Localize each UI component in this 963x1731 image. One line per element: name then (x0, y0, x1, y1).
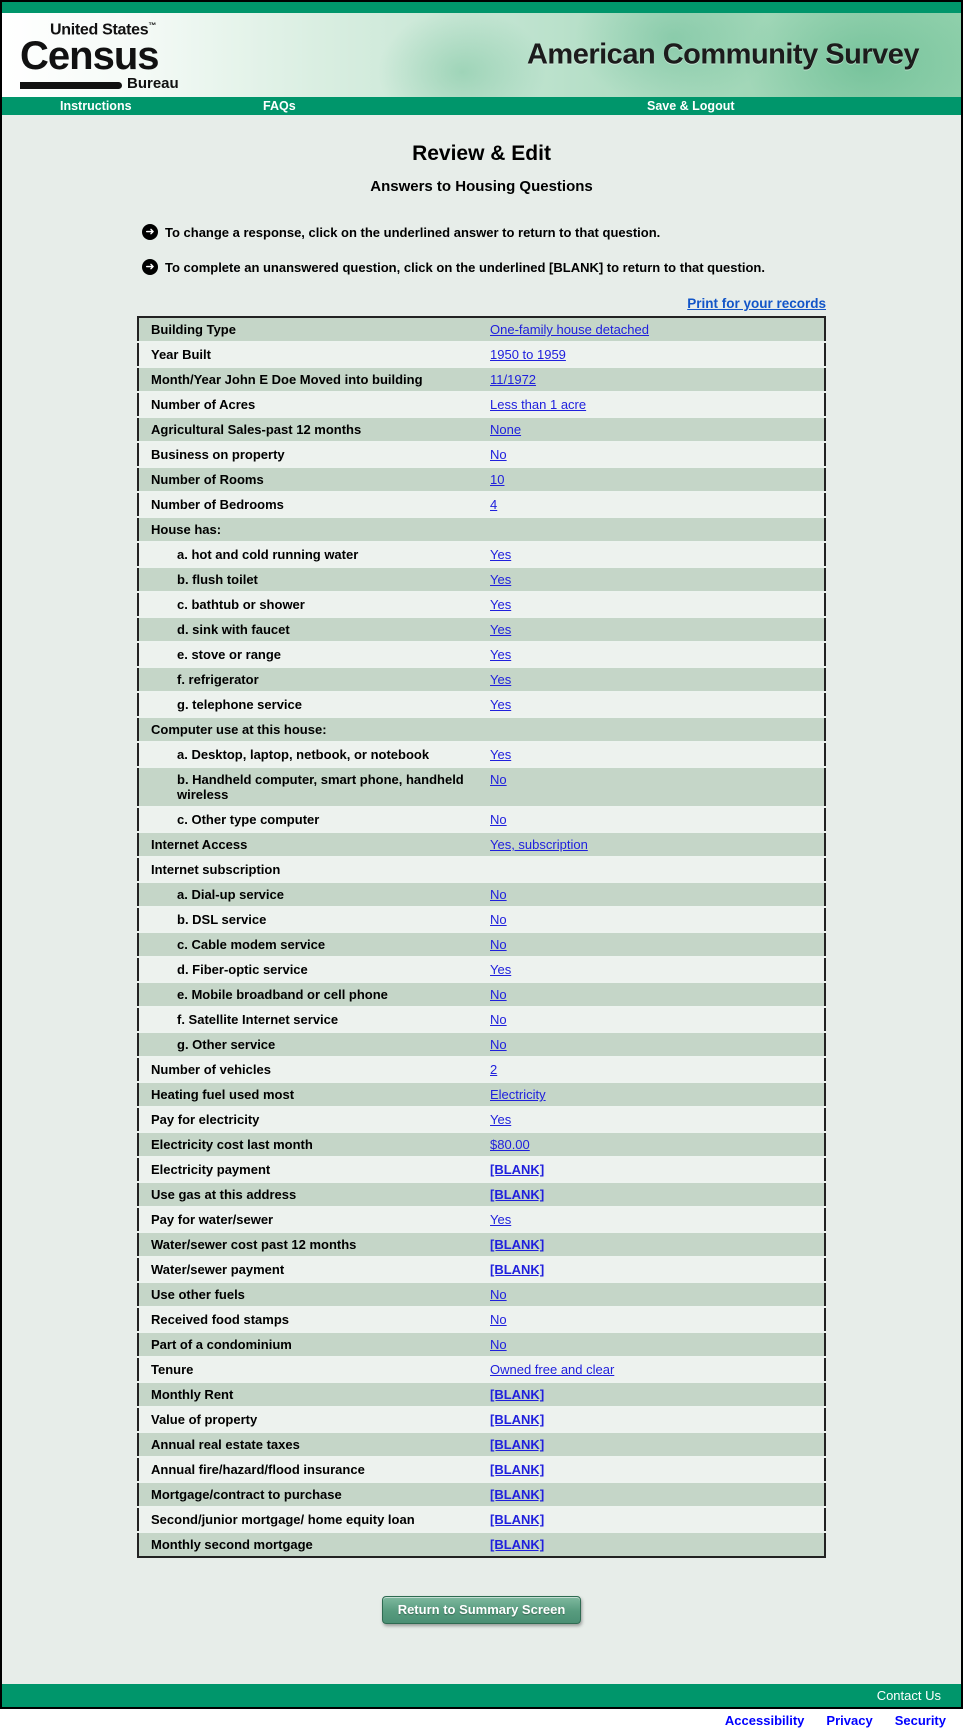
return-to-summary-button[interactable]: Return to Summary Screen (382, 1596, 582, 1624)
row-answer-cell (478, 767, 825, 807)
table-row (138, 542, 825, 567)
security-link[interactable]: Security (894, 1712, 946, 1728)
row-label: Internet Access (151, 837, 248, 852)
arrow-circle-icon: ➜ (142, 224, 158, 240)
row-answer-cell (478, 1032, 825, 1057)
row-answer-cell (478, 1507, 825, 1532)
answer-link[interactable]: No (490, 772, 507, 787)
row-answer-cell (478, 1132, 825, 1157)
table-row (138, 1082, 825, 1107)
row-label: Year Built (151, 347, 211, 362)
instruction-item (142, 225, 961, 240)
logo-black-bar (20, 82, 122, 89)
answer-link[interactable]: One-family house detached (490, 322, 649, 337)
table-row (138, 1407, 825, 1432)
trademark-symbol: ™ (148, 21, 157, 30)
answer-link-blank[interactable]: [BLANK] (490, 1487, 545, 1502)
answer-link[interactable]: 2 (490, 1062, 498, 1077)
row-label: Use gas at this address (151, 1187, 297, 1202)
table-row (138, 367, 825, 392)
answer-link[interactable]: Yes (490, 1212, 512, 1227)
answer-link-blank[interactable]: [BLANK] (490, 1187, 545, 1202)
table-row (138, 832, 825, 857)
answer-link-blank[interactable]: [BLANK] (490, 1512, 545, 1527)
row-answer-cell (478, 1357, 825, 1382)
row-label: Number of Bedrooms (151, 497, 284, 512)
table-row (138, 1007, 825, 1032)
row-label: Water/sewer cost past 12 months (151, 1237, 357, 1252)
table-row (138, 932, 825, 957)
logo-bar-row (20, 76, 195, 91)
row-label: e. Mobile broadband or cell phone (177, 987, 388, 1002)
answer-link[interactable]: No (490, 1287, 507, 1302)
row-label: Second/junior mortgage/ home equity loan (151, 1512, 415, 1527)
row-answer-cell (478, 617, 825, 642)
row-label: g. Other service (177, 1037, 276, 1052)
answer-link[interactable]: $80.00 (490, 1137, 530, 1152)
table-row (138, 417, 825, 442)
accessibility-link[interactable]: Accessibility (724, 1712, 805, 1728)
row-answer-cell (478, 882, 825, 907)
table-row (138, 667, 825, 692)
row-label: Pay for electricity (151, 1112, 260, 1127)
print-row (137, 295, 826, 313)
answer-link[interactable]: No (490, 937, 507, 952)
logo-census: Census (20, 34, 159, 79)
row-answer-cell (478, 492, 825, 517)
answer-link-blank[interactable]: [BLANK] (490, 1462, 545, 1477)
table-row (138, 1232, 825, 1257)
answer-link[interactable]: 11/1972 (490, 372, 537, 387)
logo-united-states: United States™ (50, 21, 157, 39)
row-answer-cell (478, 542, 825, 567)
row-answer-cell (478, 742, 825, 767)
table-row (138, 392, 825, 417)
answer-link[interactable]: No (490, 1012, 507, 1027)
table-row (138, 982, 825, 1007)
row-answer-cell (478, 1482, 825, 1507)
row-label: Heating fuel used most (151, 1087, 295, 1102)
contact-us-link[interactable]: Contact Us (876, 1688, 941, 1703)
table-row (138, 692, 825, 717)
answer-link-blank[interactable]: [BLANK] (490, 1412, 545, 1427)
row-label: Monthly second mortgage (151, 1537, 313, 1552)
table-row (138, 1332, 825, 1357)
answer-link[interactable]: No (490, 1037, 507, 1052)
table-row (138, 1257, 825, 1282)
row-answer-cell (478, 1282, 825, 1307)
answer-link[interactable]: No (490, 887, 507, 902)
row-label: c. bathtub or shower (177, 597, 305, 612)
row-label: Monthly Rent (151, 1387, 234, 1402)
row-answer-cell (478, 1157, 825, 1182)
answer-link-blank[interactable]: [BLANK] (490, 1537, 545, 1552)
header-banner (2, 13, 961, 97)
review-table-section (137, 295, 826, 1558)
row-label: Business on property (151, 447, 285, 462)
row-label: Pay for water/sewer (151, 1212, 274, 1227)
answer-link-blank[interactable]: [BLANK] (490, 1237, 545, 1252)
answer-link[interactable]: Yes (490, 672, 512, 687)
row-answer-cell (478, 317, 825, 342)
page-subtitle: Answers to Housing Questions (370, 178, 593, 195)
review-table-body (138, 317, 825, 1557)
table-row (138, 1057, 825, 1082)
row-label: g. telephone service (177, 697, 302, 712)
answer-link[interactable]: 1950 to 1959 (490, 347, 566, 362)
instructions-list (142, 225, 961, 275)
table-row (138, 492, 825, 517)
row-label: Annual real estate taxes (151, 1437, 300, 1452)
row-label: Month/Year John E Doe Moved into building (151, 372, 423, 387)
row-answer-cell (478, 1207, 825, 1232)
row-label: Mortgage/contract to purchase (151, 1487, 342, 1502)
answer-link[interactable]: 4 (490, 497, 498, 512)
row-label: a. Desktop, laptop, netbook, or notebook (177, 747, 430, 762)
row-answer-cell (478, 467, 825, 492)
row-answer-cell (478, 442, 825, 467)
row-label: Value of property (151, 1412, 258, 1427)
row-label: Building Type (151, 322, 236, 337)
row-answer-cell (478, 857, 825, 882)
row-answer-cell (478, 1057, 825, 1082)
nav-instructions[interactable]: Instructions (60, 99, 132, 113)
instruction-text: To complete an unanswered question, click on the underlined [BLANK] to return to that question. (165, 260, 765, 275)
answer-link[interactable]: Yes (490, 572, 512, 587)
housing-answers-table (137, 316, 826, 1558)
row-answer-cell (478, 1407, 825, 1432)
row-label: c. Cable modem service (177, 937, 326, 952)
table-row (138, 467, 825, 492)
row-label: a. hot and cold running water (177, 547, 359, 562)
table-row (138, 857, 825, 882)
row-label: d. Fiber-optic service (177, 962, 308, 977)
answer-link[interactable]: No (490, 812, 507, 827)
table-row (138, 1357, 825, 1382)
answer-link[interactable]: Yes (490, 697, 512, 712)
row-answer-cell (478, 957, 825, 982)
table-row (138, 957, 825, 982)
row-answer-cell (478, 1182, 825, 1207)
row-answer-cell (478, 342, 825, 367)
row-label: Internet subscription (151, 862, 281, 877)
row-answer-cell (478, 1007, 825, 1032)
row-answer-cell (478, 832, 825, 857)
answer-link[interactable]: No (490, 1337, 507, 1352)
footer-links-row (0, 1709, 963, 1731)
table-row (138, 1457, 825, 1482)
answer-link[interactable]: Yes (490, 622, 512, 637)
survey-title: American Community Survey (526, 38, 919, 71)
answer-link[interactable]: No (490, 1312, 507, 1327)
row-label: Tenure (151, 1362, 194, 1377)
row-answer-cell (478, 642, 825, 667)
row-label: Number of Rooms (151, 472, 264, 487)
row-answer-cell (478, 932, 825, 957)
answer-link[interactable]: Yes (490, 647, 512, 662)
row-answer-cell (478, 982, 825, 1007)
answer-link[interactable]: No (490, 987, 507, 1002)
row-label: Computer use at this house: (151, 722, 327, 737)
row-label: Water/sewer payment (151, 1262, 285, 1277)
table-row (138, 882, 825, 907)
us-census-bureau-logo (20, 21, 195, 91)
row-label: Electricity cost last month (151, 1137, 313, 1152)
answer-link[interactable]: Yes, subscription (490, 837, 588, 852)
page-title: Review & Edit (412, 142, 551, 165)
answer-link[interactable]: Owned free and clear (490, 1362, 615, 1377)
row-answer-cell (478, 717, 825, 742)
row-label: Agricultural Sales-past 12 months (151, 422, 362, 437)
row-label: Received food stamps (151, 1312, 289, 1327)
row-answer-cell (478, 1082, 825, 1107)
answer-link[interactable]: 10 (490, 472, 505, 487)
table-row (138, 1157, 825, 1182)
row-answer-cell (478, 1307, 825, 1332)
row-answer-cell (478, 1257, 825, 1282)
table-row (138, 1482, 825, 1507)
row-answer-cell (478, 1332, 825, 1357)
row-answer-cell (478, 567, 825, 592)
table-row (138, 567, 825, 592)
table-row (138, 1182, 825, 1207)
row-label: House has: (151, 522, 222, 537)
main-content (2, 115, 961, 1684)
row-label: a. Dial-up service (177, 887, 284, 902)
table-row (138, 1282, 825, 1307)
answer-link[interactable]: Yes (490, 962, 512, 977)
button-row (2, 1596, 961, 1624)
answer-link[interactable]: Less than 1 acre (490, 397, 587, 412)
instruction-text: To change a response, click on the underlined answer to return to that question. (165, 225, 661, 240)
print-for-records-link[interactable]: Print for your records (687, 296, 826, 311)
answer-link[interactable]: Yes (490, 747, 512, 762)
arrow-circle-icon: ➜ (142, 259, 158, 275)
answer-link[interactable]: No (490, 447, 507, 462)
answer-link[interactable]: Electricity (490, 1087, 546, 1102)
table-row (138, 1107, 825, 1132)
answer-link-blank[interactable]: [BLANK] (490, 1437, 545, 1452)
table-row (138, 592, 825, 617)
row-answer-cell (478, 1532, 825, 1557)
row-answer-cell (478, 807, 825, 832)
row-answer-cell (478, 592, 825, 617)
answer-link[interactable]: None (490, 422, 522, 437)
answer-link-blank[interactable]: [BLANK] (490, 1262, 545, 1277)
nav-save-logout[interactable]: Save & Logout (647, 99, 735, 113)
table-row (138, 1432, 825, 1457)
answer-link[interactable]: Yes (490, 597, 512, 612)
row-answer-cell (478, 517, 825, 542)
row-label: e. stove or range (177, 647, 282, 662)
row-label: Use other fuels (151, 1287, 245, 1302)
table-row (138, 1532, 825, 1557)
table-row (138, 442, 825, 467)
table-row (138, 1382, 825, 1407)
row-label: Part of a condominium (151, 1337, 292, 1352)
table-row (138, 1032, 825, 1057)
table-row (138, 642, 825, 667)
row-answer-cell (478, 667, 825, 692)
row-answer-cell (478, 1457, 825, 1482)
table-row (138, 907, 825, 932)
table-row (138, 717, 825, 742)
table-row (138, 617, 825, 642)
row-answer-cell (478, 367, 825, 392)
row-label: Number of Acres (151, 397, 256, 412)
table-row (138, 742, 825, 767)
table-row (138, 1207, 825, 1232)
row-answer-cell (478, 1232, 825, 1257)
table-row (138, 317, 825, 342)
answer-link[interactable]: No (490, 912, 507, 927)
row-answer-cell (478, 692, 825, 717)
row-label: b. DSL service (177, 912, 267, 927)
nav-faqs[interactable]: FAQs (263, 99, 296, 113)
answer-link-blank[interactable]: [BLANK] (490, 1162, 545, 1177)
answer-link[interactable]: Yes (490, 547, 512, 562)
footer-green-bar (2, 1684, 961, 1709)
table-row (138, 342, 825, 367)
table-row (138, 1307, 825, 1332)
row-answer-cell (478, 907, 825, 932)
answer-link[interactable]: Yes (490, 1112, 512, 1127)
row-answer-cell (478, 417, 825, 442)
row-label: f. Satellite Internet service (177, 1012, 339, 1027)
row-label: f. refrigerator (177, 672, 259, 687)
table-row (138, 1507, 825, 1532)
row-label: b. Handheld computer, smart phone, handheld wireless (177, 772, 464, 802)
table-row (138, 517, 825, 542)
privacy-link[interactable]: Privacy (826, 1712, 873, 1728)
top-green-bar (2, 2, 961, 13)
row-label: Electricity payment (151, 1162, 271, 1177)
row-label: d. sink with faucet (177, 622, 290, 637)
row-label: Annual fire/hazard/flood insurance (151, 1462, 365, 1477)
row-answer-cell (478, 392, 825, 417)
instruction-item (142, 260, 961, 275)
row-answer-cell (478, 1107, 825, 1132)
table-row (138, 767, 825, 807)
main-nav (2, 97, 961, 115)
table-row (138, 1132, 825, 1157)
logo-bureau: Bureau (127, 75, 179, 93)
answer-link-blank[interactable]: [BLANK] (490, 1387, 545, 1402)
row-label: b. flush toilet (177, 572, 258, 587)
row-answer-cell (478, 1432, 825, 1457)
row-label: c. Other type computer (177, 812, 320, 827)
table-row (138, 807, 825, 832)
row-label: Number of vehicles (151, 1062, 271, 1077)
row-answer-cell (478, 1382, 825, 1407)
